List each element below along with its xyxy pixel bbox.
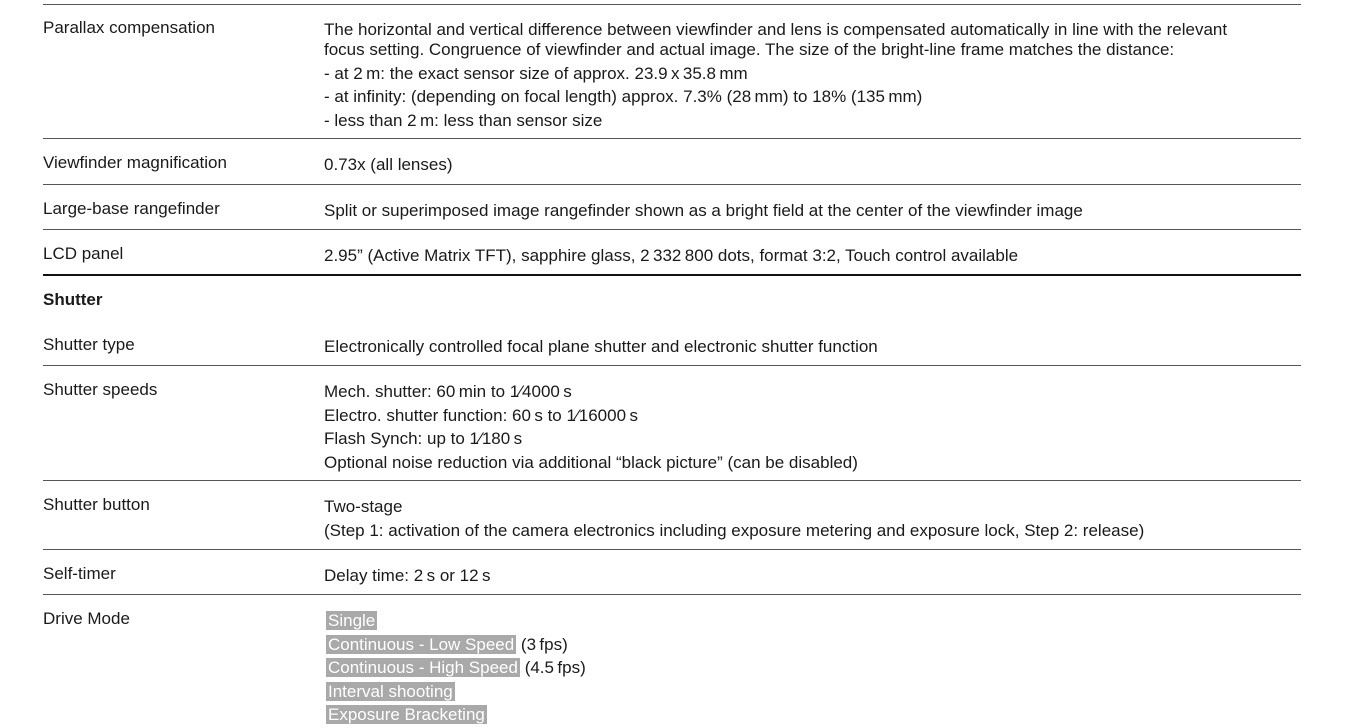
drive-mode-link[interactable]: Single xyxy=(328,611,376,630)
spec-line: (Step 1: activation of the camera electronics including exposure metering and exposure lock, Step 2: release) xyxy=(324,520,1145,540)
drive-mode-link[interactable]: Continuous - High Speed xyxy=(328,658,518,677)
section-divider xyxy=(43,274,1301,276)
spec-label: Parallax compensation xyxy=(43,18,215,37)
drive-mode-link[interactable]: Exposure Bracketing xyxy=(328,705,485,724)
spec-line: - at infinity: (depending on focal length) approx. 7.3% (28 mm) to 18% (135 mm) xyxy=(324,87,923,106)
drive-mode-link[interactable]: Continuous - Low Speed xyxy=(328,634,515,654)
spec-line: - at 2 m: the exact sensor size of approx. 23.9 x 35.8 mm xyxy=(324,63,748,83)
spec-label: Shutter button xyxy=(43,495,150,514)
drive-mode-item xyxy=(326,680,586,704)
drive-mode-link[interactable]: Interval shooting xyxy=(328,681,453,701)
spec-label: Large-base rangefinder xyxy=(43,199,220,218)
drive-mode-detail: (3 fps) xyxy=(516,634,568,654)
spec-line: - less than 2 m: less than sensor size xyxy=(324,110,603,130)
divider xyxy=(43,480,1301,481)
spec-label: Shutter type xyxy=(43,335,135,354)
spec-label: Viewfinder magnification xyxy=(43,153,227,172)
drive-mode-item xyxy=(326,656,586,680)
drive-mode-list xyxy=(326,609,586,727)
spec-line: Optional noise reduction via additional “black picture” (can be disabled) xyxy=(324,452,858,472)
divider xyxy=(43,365,1301,366)
spec-value xyxy=(324,199,1083,223)
drive-mode-detail: (4.5 fps) xyxy=(519,658,586,677)
divider xyxy=(43,594,1301,595)
divider xyxy=(43,229,1301,230)
spec-label: Drive Mode xyxy=(43,609,130,628)
spec-label: LCD panel xyxy=(43,244,124,263)
spec-value xyxy=(324,564,490,588)
spec-line: 0.73x (all lenses) xyxy=(324,155,453,174)
spec-line: Mech. shutter: 60 min to 1⁄4000 s xyxy=(324,382,572,401)
divider xyxy=(43,184,1301,185)
drive-mode-item xyxy=(326,633,586,657)
drive-mode-item xyxy=(326,609,586,633)
spec-label: Shutter speeds xyxy=(43,380,158,399)
spec-line: 2.95” (Active Matrix TFT), sapphire glass, 2 332 800 dots, format 3:2, Touch control available xyxy=(324,246,1019,265)
spec-value xyxy=(324,244,1018,268)
spec-line: Flash Synch: up to 1⁄180 s xyxy=(324,429,523,448)
divider xyxy=(43,4,1301,5)
spec-value xyxy=(324,335,878,359)
spec-line: Split or superimposed image rangefinder shown as a bright field at the center of the viewfinder image xyxy=(324,201,1083,220)
spec-line: Two-stage xyxy=(324,497,403,516)
drive-mode-item xyxy=(326,703,586,727)
spec-line: focus setting. Congruence of viewfinder and actual image. The size of the bright-line frame matches the distance: xyxy=(324,40,1175,59)
spec-label: Self-timer xyxy=(43,564,116,583)
spec-value xyxy=(324,495,1144,542)
spec-value xyxy=(324,380,858,474)
spec-line: Electro. shutter function: 60 s to 1⁄16000 s xyxy=(324,405,638,425)
divider xyxy=(43,549,1301,550)
spec-line: Delay time: 2 s or 12 s xyxy=(324,566,491,585)
spec-line: Electronically controlled focal plane shutter and electronic shutter function xyxy=(324,337,878,356)
spec-value xyxy=(324,153,453,177)
divider xyxy=(43,138,1301,139)
spec-value xyxy=(324,18,1227,129)
section-heading-shutter: Shutter xyxy=(43,290,103,309)
spec-line: The horizontal and vertical difference between viewfinder and lens is compensated automatically in line with the relevant xyxy=(324,20,1228,39)
